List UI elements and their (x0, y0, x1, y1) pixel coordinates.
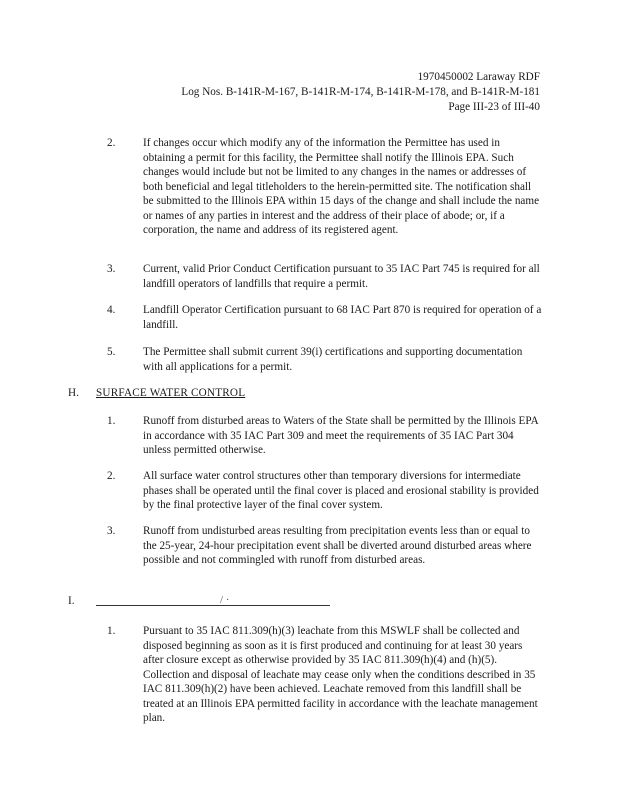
item-number: 1. (107, 625, 116, 637)
section-letter: I. (68, 595, 75, 607)
item-number: 1. (107, 415, 116, 427)
section-title-marks: / · (220, 594, 230, 606)
section-title-underline (96, 605, 330, 606)
item-text: Current, valid Prior Conduct Certification pursuant to 35 IAC Part 745 is required for all landfill operators of landfills that require a permit. (143, 263, 540, 290)
item-text: Runoff from undisturbed areas resulting from precipitation events less than or equal to the 25-year, 24-hour precipitation event shall be diverted around disturbed areas where possible and not commingled with runoff from disturbed areas. (143, 525, 532, 566)
item-number: 4. (107, 304, 116, 316)
item-text: Landfill Operator Certification pursuant to 68 IAC Part 870 is required for operation of a landfill. (143, 304, 542, 331)
item-text: The Permittee shall submit current 39(i) certifications and supporting documentation with all applications for a permit. (143, 346, 523, 373)
item-number: 3. (107, 525, 116, 537)
header-log-numbers: Log Nos. B-141R-M-167, B-141R-M-174, B-141R-M-178, and B-141R-M-181 (181, 86, 540, 98)
item-text: Pursuant to 35 IAC 811.309(h)(3) leachate from this MSWLF shall be collected and disposed beginning as soon as it is first produced and continuing for at least 30 years after closure except as otherwise provided by 35 IAC 811.309(h)(4) and (h)(5). Collection and disposal of leachate may cease only when the conditions described in 35 IAC 811.309(h)(2) have been achieved. Leachate removed from this landfill shall be treated at an Illinois EPA permitted facility in accordance with the leachate management plan. (143, 625, 538, 724)
item-number: 3. (107, 263, 116, 275)
item-number: 2. (107, 470, 116, 482)
header-page-number: Page III-23 of III-40 (448, 101, 540, 113)
item-text: If changes occur which modify any of the information the Permittee has used in obtaining a permit for this facility, the Permittee shall notify the Illinois EPA. Such changes would include but not be limited to any changes in the names or addresses of both beneficial and legal titleholders to the herein-permitted site. The notification shall be submitted to the Illinois EPA within 15 days of the change and shall include the name or names of any parties in interest and the address of their place of abode; or, if a corporation, the name and address of its registered agent. (143, 137, 540, 236)
item-text: Runoff from disturbed areas to Waters of the State shall be permitted by the Illinois EPA in accordance with 35 IAC Part 309 and meet the requirements of 35 IAC Part 304 unless permitted otherwise. (143, 415, 539, 456)
section-title: SURFACE WATER CONTROL (96, 387, 246, 399)
page-header (181, 70, 540, 115)
section-letter: H. (68, 387, 79, 399)
item-number: 2. (107, 137, 116, 149)
item-text: All surface water control structures other than temporary diversions for intermediate phases shall be operated until the final cover is placed and erosional stability is provided by the final protective layer of the final cover system. (143, 470, 539, 511)
header-permit-line: 1970450002 Laraway RDF (417, 71, 540, 83)
item-number: 5. (107, 346, 116, 358)
